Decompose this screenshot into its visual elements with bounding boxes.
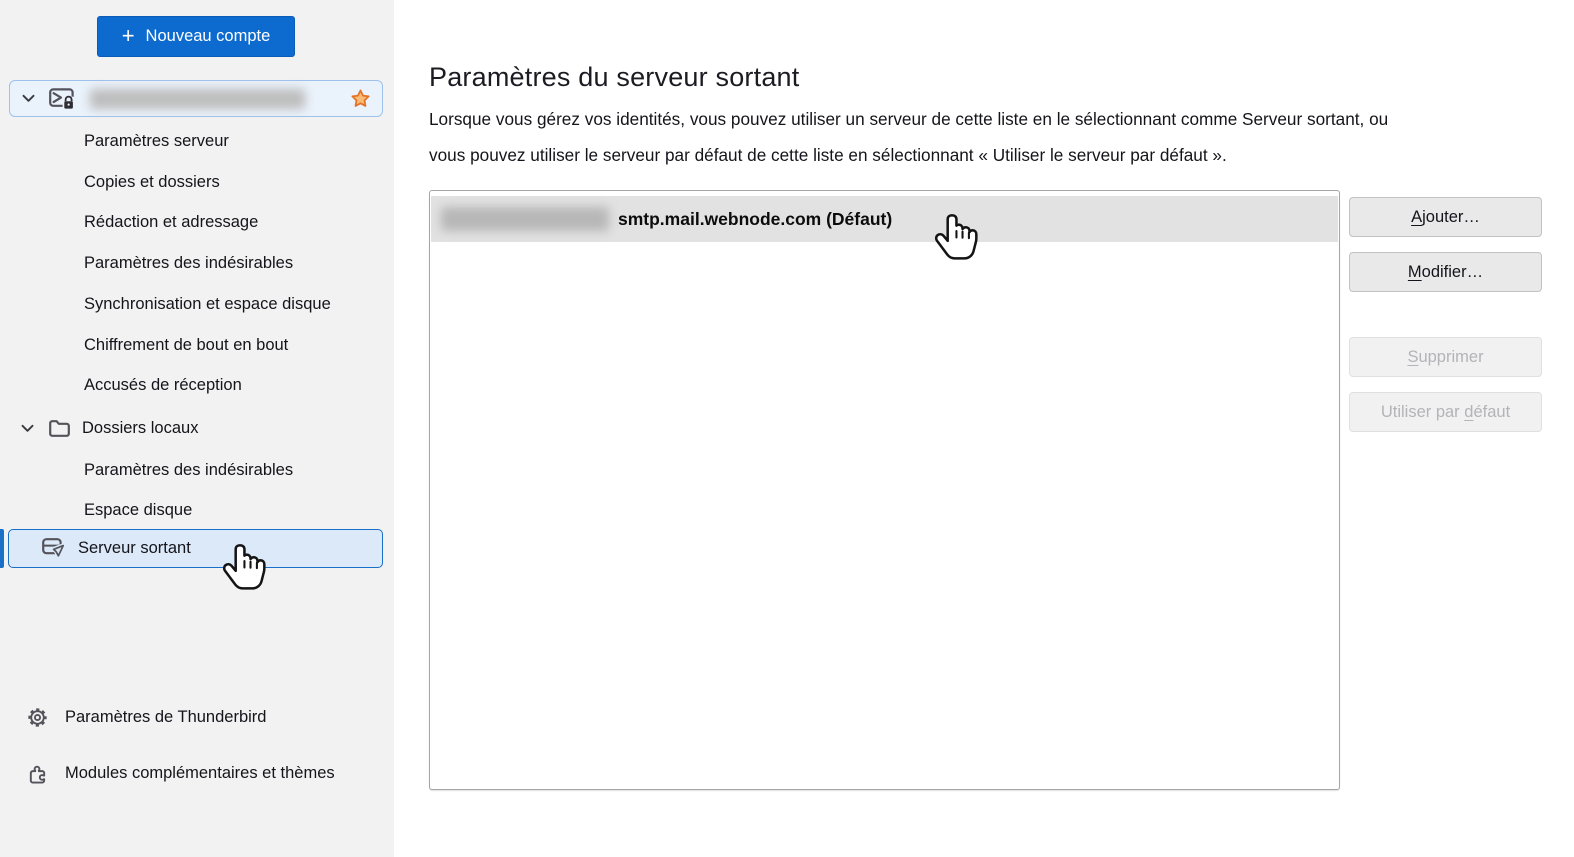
server-list-item-selected[interactable] xyxy=(431,196,1338,242)
sidebar-item-parametres-indesirables[interactable]: Paramètres des indésirables xyxy=(84,253,294,272)
new-account-button[interactable] xyxy=(97,16,295,57)
selection-accent-bar xyxy=(0,529,4,568)
chevron-down-icon[interactable] xyxy=(20,421,35,436)
thunderbird-settings-label: Paramètres de Thunderbird xyxy=(65,707,267,726)
sidebar-item-copies-et-dossiers[interactable]: Copies et dossiers xyxy=(84,172,220,191)
sidebar-item-parametres-serveur[interactable]: Paramètres serveur xyxy=(84,131,229,150)
sidebar-item-synchronisation-espace-disque[interactable]: Synchronisation et espace disque xyxy=(84,294,331,313)
server-label: smtp.mail.webnode.com (Défaut) xyxy=(618,208,893,229)
sidebar-item-accuses-de-reception[interactable]: Accusés de réception xyxy=(84,375,242,394)
add-button[interactable]: Ajouter… xyxy=(1349,197,1542,237)
edit-button[interactable]: Modifier… xyxy=(1349,252,1542,292)
sidebar-item-addons-themes[interactable] xyxy=(27,753,335,793)
sidebar-item-dossiers-locaux[interactable] xyxy=(20,408,198,448)
gear-icon xyxy=(27,707,48,728)
description-line-1: Lorsque vous gérez vos identités, vous pouvez utiliser un serveur de cette liste en le sélectionnant comme Serveur sortant, ou xyxy=(429,109,1389,129)
account-mail-lock-icon xyxy=(49,88,76,110)
sidebar-item-redaction-et-adressage[interactable]: Rédaction et adressage xyxy=(84,212,259,231)
serveur-sortant-label: Serveur sortant xyxy=(78,539,191,557)
dossiers-locaux-label: Dossiers locaux xyxy=(82,418,199,437)
page-title: Paramètres du serveur sortant xyxy=(429,62,800,92)
account-tree-sidebar xyxy=(0,0,394,857)
sidebar-item-local-parametres-indesirables[interactable]: Paramètres des indésirables xyxy=(84,460,294,479)
star-icon xyxy=(350,88,371,109)
sidebar-item-thunderbird-settings[interactable] xyxy=(27,697,266,737)
outgoing-server-list[interactable] xyxy=(429,190,1340,790)
chevron-down-icon[interactable] xyxy=(21,91,36,106)
outgoing-server-icon xyxy=(42,538,65,559)
delete-button[interactable]: Supprimer xyxy=(1349,337,1542,377)
description-line-2: vous pouvez utiliser le serveur par défaut de cette liste en sélectionnant « Utiliser le serveur par défaut ». xyxy=(429,145,1227,165)
sidebar-item-chiffrement-bout-en-bout[interactable]: Chiffrement de bout en bout xyxy=(84,335,289,354)
addons-themes-label: Modules complémentaires et thèmes xyxy=(65,763,335,782)
server-account-name-redacted xyxy=(441,207,609,231)
account-root-item[interactable] xyxy=(9,80,383,117)
sidebar-item-espace-disque[interactable]: Espace disque xyxy=(84,500,193,519)
set-default-button[interactable]: Utiliser par défaut xyxy=(1349,392,1542,432)
puzzle-icon xyxy=(27,763,48,784)
folder-icon xyxy=(49,420,70,437)
page-description xyxy=(429,101,1388,173)
new-account-label: Nouveau compte xyxy=(145,27,271,45)
plus-icon: + xyxy=(121,22,135,48)
account-name-redacted xyxy=(90,89,305,109)
sidebar-item-serveur-sortant[interactable] xyxy=(8,529,383,568)
